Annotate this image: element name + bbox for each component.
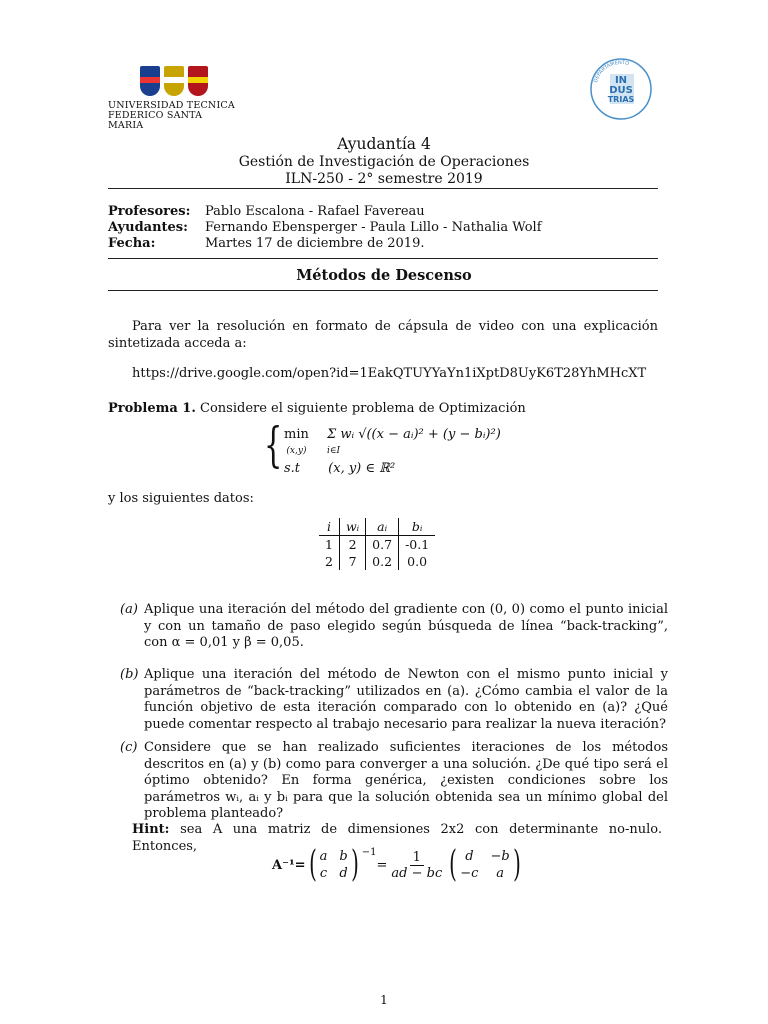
sum-subscript: i∈I: [327, 446, 341, 456]
title-rule-top: [108, 188, 658, 189]
info-label: Profesores:: [108, 204, 191, 219]
list-item: [108, 602, 668, 652]
table-cell: 0.0: [399, 553, 436, 570]
info-value: Fernando Ebensperger - Paula Lillo - Nathalia Wolf: [205, 220, 542, 235]
info-label: Ayudantes:: [108, 220, 188, 235]
matrix-entry: −c: [460, 866, 479, 881]
university-name-line2: FEDERICO SANTA MARIA: [108, 110, 203, 131]
info-row-date: [108, 236, 542, 252]
table-cell: 7: [339, 553, 365, 570]
fraction-numerator: 1: [410, 850, 424, 866]
table-cell: 0.7: [366, 536, 399, 554]
table-header: i: [326, 519, 331, 534]
document-title: [0, 134, 768, 188]
matrix-entry: a: [319, 849, 328, 864]
item-label: (a): [120, 602, 138, 617]
title-line3: ILN-250 - 2° semestre 2019: [285, 171, 483, 187]
page-number: 1: [380, 993, 388, 1007]
left-paren: (: [449, 844, 458, 885]
university-name: [108, 101, 238, 131]
info-label: Fecha:: [108, 236, 156, 251]
item-label: (c): [120, 740, 138, 755]
table-row: [319, 536, 435, 554]
dept-logo-line2: DUS: [609, 85, 633, 96]
determinant-fraction: [391, 850, 442, 881]
hint-label: Hint:: [132, 822, 170, 837]
item-text: Aplique una iteración del método de Newton con el mismo punto inicial y parámetros de “back-tracking” utilizados en (a). ¿Cómo cambia el valor de la función objetivo de esta iteración comparado con lo obtenido en (a)? ¿Qué puede comentar respecto al trabajo necesario para realizar la nueva iteración?: [144, 667, 668, 732]
table-cell: 2: [325, 554, 333, 569]
table-cell: 1: [325, 537, 333, 552]
matrix-exponent: −1: [361, 847, 377, 858]
title-line1: Ayudantía 4: [337, 135, 431, 153]
constraint: (x, y) ∈ ℝ²: [328, 461, 396, 476]
min-subscript: (x,y): [286, 446, 307, 456]
intro-paragraph: Para ver la resolución en formato de cápsula de video con una explicación sintetizada acceda a:: [108, 319, 658, 351]
matrix-entry: a: [496, 866, 504, 881]
matrix-entry: d: [465, 849, 474, 864]
matrix-lhs: A⁻¹=: [272, 857, 306, 873]
list-item: [108, 667, 668, 733]
info-value: Martes 17 de diciembre de 2019.: [205, 236, 425, 251]
course-info: [108, 204, 542, 252]
constraint-row: [284, 461, 395, 476]
university-name-line1: UNIVERSIDAD TECNICA: [108, 100, 235, 111]
matrix-entry: c: [319, 866, 328, 881]
info-row-assistants: [108, 220, 542, 236]
st-label: s.t: [284, 461, 301, 476]
matrix-A: [320, 849, 348, 881]
section-title: Métodos de Descenso: [296, 267, 472, 284]
problem-label: Problema 1.: [108, 401, 196, 416]
hint-text: sea A una matriz de dimensiones 2x2 con determinante no-nulo. Entonces,: [132, 822, 662, 854]
table-header: bᵢ: [399, 518, 436, 536]
table-header: wᵢ: [339, 518, 365, 536]
info-row-professors: [108, 204, 542, 220]
matrix-entry: d: [339, 866, 348, 881]
right-paren: ): [512, 844, 521, 885]
info-rule: [108, 258, 658, 259]
info-value: Pablo Escalona - Rafael Favereau: [205, 204, 425, 219]
dept-logo-line3: TRIAS: [607, 95, 635, 104]
dept-logo-top-text: DEPARTAMENTO: [592, 59, 630, 84]
department-logo-icon: [588, 56, 654, 122]
table-header-row: [319, 518, 435, 536]
matrix-entry: b: [339, 849, 348, 864]
list-item: [108, 740, 668, 823]
item-text: Considere que se han realizado suficientes iteraciones de los métodos descritos en (a) y (b) como para converger a una solución. ¿De qué tipo será el óptimo obtenido? En forma genérica, ¿existen condiciones sobre los parámetros wᵢ, aᵢ y bᵢ para que la solución obtenida sea un mínimo global del problema planteado?: [144, 740, 668, 821]
problem-statement: [108, 400, 658, 417]
optimization-problem: [264, 417, 524, 476]
university-crest-icon: [140, 66, 238, 96]
table-header: aᵢ: [366, 518, 399, 536]
left-paren: (: [308, 844, 317, 885]
equals-sign: =: [376, 857, 388, 873]
fraction-denominator: ad − bc: [391, 865, 443, 881]
matrix-adjugate: [460, 849, 509, 881]
right-paren: ): [350, 844, 359, 885]
dept-logo-line1: IN: [614, 75, 628, 86]
left-brace: {: [264, 417, 283, 473]
objective-function: Σ wᵢ √((x − aᵢ)² + (y − bᵢ)²): [327, 427, 501, 442]
data-table: [319, 518, 435, 570]
matrix-entry: −b: [490, 849, 510, 864]
item-label: (b): [120, 667, 139, 682]
data-intro: y los siguientes datos:: [108, 491, 254, 506]
section-rule: [108, 290, 658, 291]
objective-row: [284, 427, 501, 457]
matrix-inverse-formula: [272, 845, 524, 885]
video-link[interactable]: https://drive.google.com/open?id=1EakQTUYYaYn1iXptD8UyK6T28YhMHcXT: [132, 366, 647, 381]
table-cell: 0.2: [366, 553, 399, 570]
table-row: [319, 553, 435, 570]
university-logo: [108, 66, 238, 131]
problem-text: Considere el siguiente problema de Optimización: [200, 401, 526, 416]
min-label: min: [284, 427, 309, 442]
title-line2: Gestión de Investigación de Operaciones: [238, 154, 530, 170]
item-text: Aplique una iteración del método del gradiente con (0, 0) como el punto inicial y con un tamaño de paso elegido según búsqueda de línea “back-tracking”, con α = 0,01 y β = 0,05.: [144, 602, 668, 650]
table-cell: -0.1: [399, 536, 436, 554]
table-cell: 2: [339, 536, 365, 554]
